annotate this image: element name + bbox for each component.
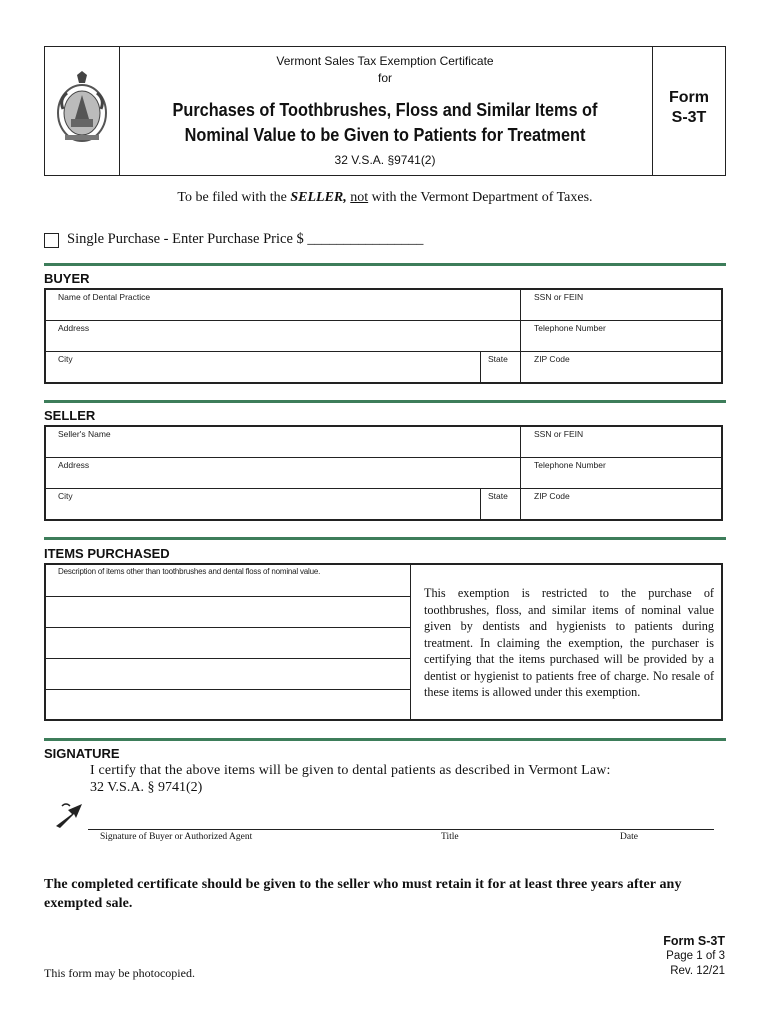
title-label: Title — [441, 832, 459, 842]
date-field[interactable] — [594, 812, 712, 828]
seller-phone-field[interactable] — [526, 471, 716, 487]
buyer-city-label: City — [58, 354, 73, 364]
seller-heading: SELLER — [44, 408, 96, 423]
footer-photocopy: This form may be photocopied. — [44, 966, 195, 980]
item-line-3[interactable] — [50, 629, 406, 657]
buyer-heading: BUYER — [44, 271, 90, 286]
signature-heading: SIGNATURE — [44, 746, 120, 761]
divider — [46, 689, 410, 690]
divider — [520, 427, 521, 457]
certify-line2: 32 V.S.A. § 9741(2) — [90, 780, 203, 795]
seller-row-name — [46, 427, 721, 458]
header-title-line1: Purchases of Toothbrushes, Floss and Similar Items of — [172, 99, 598, 120]
divider — [480, 352, 481, 382]
buyer-state-label: State — [488, 354, 508, 364]
single-purchase-label: Single Purchase - Enter Purchase Price $ ________________ — [67, 231, 424, 247]
seller-state-field[interactable] — [484, 502, 516, 517]
buyer-zip-label: ZIP Code — [534, 354, 570, 364]
buyer-name-field[interactable] — [62, 303, 516, 319]
items-rule — [44, 537, 726, 540]
signature-rule — [44, 738, 726, 741]
items-restriction-text: This exemption is restricted to the purchase of toothbrushes, floss, and similar items of nominal value given by dentists and hygienists to patients during treatment. In claiming the exemption, the purchaser is certifying that the items purchased will be provided by a dentist or hygienist to patients free of charge. No resale of these items is allowed under this exemption. — [424, 586, 714, 699]
form-number: S-3T — [671, 109, 707, 126]
signature-arrow-icon — [54, 800, 88, 830]
form-header — [44, 46, 726, 176]
buyer-row-city — [46, 352, 721, 382]
divider — [46, 627, 410, 628]
buyer-city-field[interactable] — [62, 365, 476, 380]
buyer-zip-field[interactable] — [526, 365, 716, 380]
seller-phone-label: Telephone Number — [534, 460, 606, 470]
buyer-address-field[interactable] — [62, 334, 516, 350]
seller-ssn-label: SSN or FEIN — [534, 429, 584, 439]
items-heading: ITEMS PURCHASED — [44, 546, 170, 561]
items-desc-label: Description of items other than toothbrushes and dental floss of nominal value. — [58, 567, 321, 576]
footer-page: Page 1 of 3 — [666, 950, 725, 962]
divider — [46, 658, 410, 659]
buyer-state-field[interactable] — [484, 365, 516, 380]
seller-ssn-field[interactable] — [526, 440, 716, 456]
footer-form: Form S-3T — [663, 934, 725, 948]
date-label: Date — [620, 832, 638, 842]
buyer-ssn-field[interactable] — [526, 303, 716, 319]
item-line-4[interactable] — [50, 660, 406, 688]
seller-rule — [44, 400, 726, 403]
divider — [520, 458, 521, 488]
divider — [520, 321, 521, 351]
single-purchase-checkbox[interactable] — [44, 233, 59, 248]
seller-address-label: Address — [58, 460, 90, 470]
buyer-name-label: Name of Dental Practice — [58, 292, 151, 302]
title-field[interactable] — [430, 812, 590, 828]
buyer-ssn-label: SSN or FEIN — [534, 292, 584, 302]
filing-prefix: To be filed with the — [177, 190, 291, 205]
buyer-phone-field[interactable] — [526, 334, 716, 350]
item-line-1[interactable] — [50, 577, 406, 595]
header-line1: Vermont Sales Tax Exemption Certificate — [276, 54, 494, 68]
buyer-box — [44, 288, 723, 384]
item-line-2[interactable] — [50, 598, 406, 626]
buyer-row-address — [46, 321, 721, 352]
seller-row-city — [46, 489, 721, 519]
divider — [480, 489, 481, 519]
buyer-address-label: Address — [58, 323, 90, 333]
seller-box — [44, 425, 723, 521]
footer-rev: Rev. 12/21 — [670, 965, 725, 977]
filing-note — [0, 190, 770, 206]
filing-suffix: with the Vermont Department of Taxes. — [368, 190, 593, 205]
seller-name-label: Seller's Name — [58, 429, 111, 439]
buyer-phone-label: Telephone Number — [534, 323, 606, 333]
seller-zip-field[interactable] — [526, 502, 716, 517]
divider — [520, 352, 521, 382]
filing-seller: SELLER, — [290, 190, 347, 205]
seller-city-field[interactable] — [62, 502, 476, 517]
header-statute: 32 V.S.A. §9741(2) — [334, 153, 436, 167]
seller-name-field[interactable] — [62, 440, 516, 456]
seller-city-label: City — [58, 491, 73, 501]
signature-line — [88, 829, 714, 830]
filing-not: not — [350, 190, 369, 205]
items-desc-column — [46, 565, 411, 719]
seller-address-field[interactable] — [62, 471, 516, 487]
header-line2: for — [377, 71, 392, 85]
form-id-cell — [652, 47, 725, 175]
buyer-row-name — [46, 290, 721, 321]
buyer-rule — [44, 263, 726, 266]
certify-line1: I certify that the above items will be given to dental patients as described in Vermont Law: — [90, 763, 611, 778]
header-title-line2: Nominal Value to be Given to Patients for Treatment — [184, 124, 586, 145]
signature-field[interactable] — [88, 812, 428, 828]
divider — [520, 290, 521, 320]
divider — [46, 596, 410, 597]
signature-label: Signature of Buyer or Authorized Agent — [100, 832, 253, 842]
items-box — [44, 563, 723, 721]
retention-note: The completed certificate should be given to the seller who must retain it for at least three years after any exempted sale. — [44, 877, 682, 911]
form-label: Form — [669, 89, 709, 106]
seller-zip-label: ZIP Code — [534, 491, 570, 501]
seller-row-address — [46, 458, 721, 489]
seller-state-label: State — [488, 491, 508, 501]
divider — [520, 489, 521, 519]
item-line-5[interactable] — [50, 691, 406, 718]
